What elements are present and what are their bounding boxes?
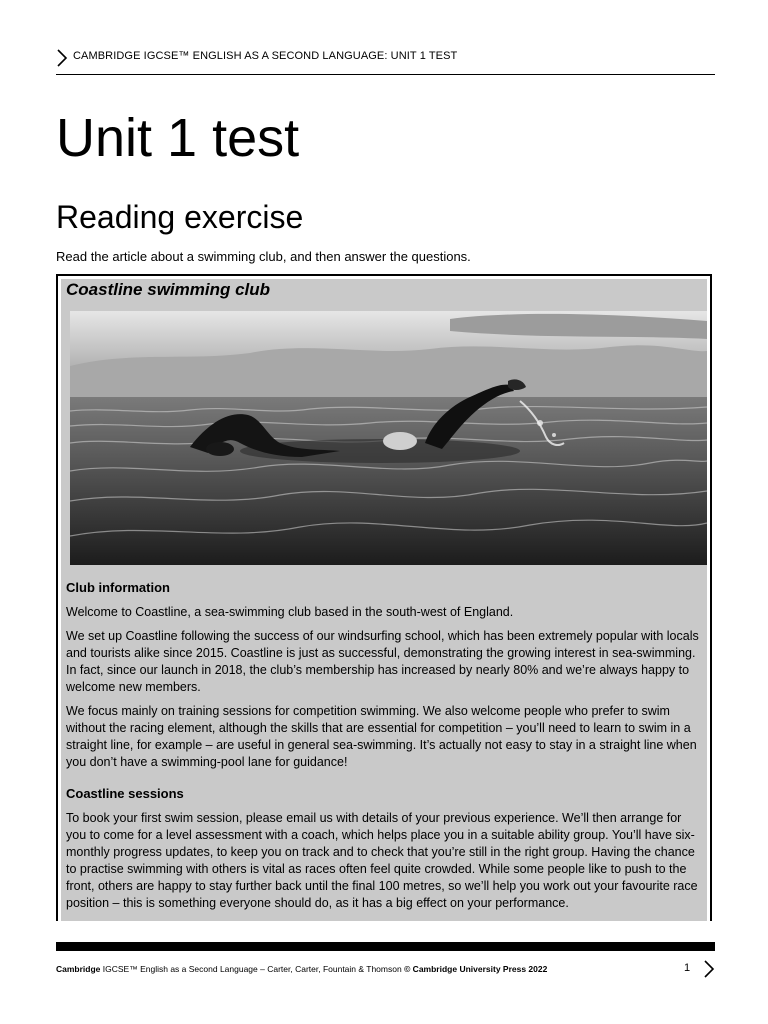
article-title: Coastline swimming club <box>66 280 271 299</box>
running-title: CAMBRIDGE IGCSE™ ENGLISH AS A SECOND LANGUAGE: UNIT 1 TEST <box>73 50 458 62</box>
swimmer-photo <box>70 311 707 565</box>
paragraph: To book your first swim session, please email us with details of your previous experience. We’ll then arrange for you to come for a level assessment with a coach, which helps place you in a suitable ability group. You’ll have six-monthly progress updates, to keep you on track and to check that you’re still in the right group. Having the chance to practise swimming with others is vital as races often feel quite crowded. While some people like to push to the front, others are happy to stay further back until the final 100 metres, so we’ll help you work out your favourite race position – this is something everyone should do, as it has a big effect on your performance. <box>66 811 698 910</box>
paragraph: Welcome to Coastline, a sea-swimming club based in the south-west of England. <box>66 605 514 619</box>
credit-publisher: © Cambridge University Press 2022 <box>404 964 548 974</box>
footer-rule <box>56 942 715 951</box>
paragraph: We focus mainly on training sessions for competition swimming. We also welcome people who prefer to swim without the racing element, although the skills that are essential for competition – you’ll need to learn to swim in a straight line, for example – are useful in general sea-swimming. It’s actually not easy to stay in a straight line when you don’t have a swimming-pool lane for guidance! <box>66 704 697 769</box>
running-header <box>56 44 715 75</box>
section-heading: Coastline sessions <box>66 786 184 801</box>
credit-main: IGCSE™ English as a Second Language – Carter, Carter, Fountain & Thomson <box>100 964 405 974</box>
section-title: Reading exercise <box>56 199 304 235</box>
article-box <box>56 274 712 921</box>
article-body <box>66 579 702 919</box>
article-panel <box>61 279 707 921</box>
page-title: Unit 1 test <box>56 108 300 168</box>
chevron-right-icon <box>56 49 68 67</box>
instruction-text: Read the article about a swimming club, and then answer the questions. <box>56 249 471 264</box>
page-number: 1 <box>684 962 691 974</box>
paragraph: We set up Coastline following the success of our windsurfing school, which has been extremely popular with locals and tourists alike since 2015. Coastline is just as successful, demonstrating the growing interest in sea-swimming. In fact, since our launch in 2018, the club’s membership has increased by nearly 80% and we’re always happy to welcome new members. <box>66 629 699 694</box>
footer-credit <box>56 964 547 974</box>
next-page-chevron-icon[interactable] <box>703 960 715 978</box>
section-heading: Club information <box>66 580 170 595</box>
credit-prefix: Cambridge <box>56 964 101 974</box>
